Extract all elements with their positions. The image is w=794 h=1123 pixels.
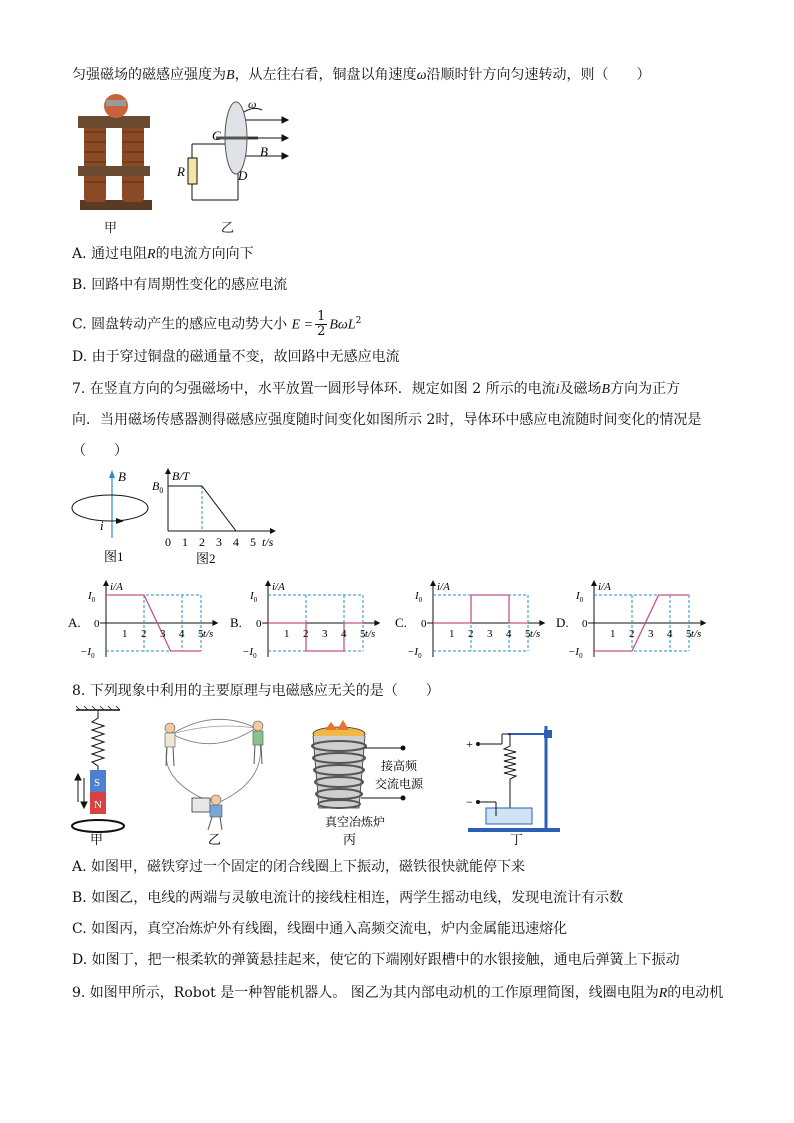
tick-label: 4 [506, 628, 512, 640]
tick-label: 4 [667, 628, 673, 640]
y-axis-head [430, 580, 436, 586]
caption: 图2 [196, 551, 216, 566]
q7-stem-var-b: B [601, 382, 611, 397]
student-left [165, 723, 175, 766]
zero-label: 0 [256, 618, 262, 630]
option-letter: A. [68, 615, 81, 630]
q7-figure-2 [152, 466, 282, 568]
q6-option-a-text-2: 的电流方向向下 [155, 246, 254, 262]
plus-label: + [466, 737, 473, 751]
x-label: t/s [262, 535, 274, 549]
spring [92, 710, 104, 770]
q9-stem-var-r: R [658, 986, 668, 1001]
q6-stem-text: 匀强磁场的磁感应强度为 [72, 67, 226, 83]
i-label: i [100, 518, 104, 533]
x-label: t/s [202, 628, 214, 640]
q6-option-a-text: A. 通过电阻 [72, 246, 148, 262]
q6-stem-var-b: B [226, 68, 235, 83]
q7-option-graph-d[interactable] [556, 578, 716, 668]
zero-label: 0 [582, 618, 588, 630]
x-axis-head [212, 620, 218, 626]
power-label-2: 交流电源 [375, 777, 424, 791]
resistor-r [188, 158, 197, 184]
b0-letter: B [152, 479, 160, 493]
i0-label: $I_0$ [415, 590, 423, 604]
tick-label: 1 [122, 628, 128, 640]
tick-label: 1 [449, 628, 455, 640]
caption-bing: 丙 [343, 832, 357, 847]
student-right [253, 721, 263, 764]
d-label: D [238, 168, 248, 183]
caption-jia: 甲 [90, 832, 104, 847]
tick-label: 5 [250, 535, 256, 549]
soft-spring [504, 734, 516, 810]
q7-option-graph-b[interactable] [230, 578, 390, 668]
tick-label: 4 [341, 628, 347, 640]
ring [72, 495, 148, 521]
q6-figure-yi [172, 96, 292, 216]
q9-stem-text-2: 的电动机 [667, 985, 724, 1001]
q8-figure-yi [150, 706, 280, 847]
x-axis-head [700, 620, 706, 626]
b0-sub: 0 [159, 486, 164, 495]
x-label: t/s [364, 628, 376, 640]
tick-label: 0 [165, 535, 171, 549]
wire-arc-2 [172, 728, 256, 744]
q8-stem: 8. 下列现象中利用的主要原理与电磁感应无关的是（ ） [72, 683, 440, 699]
q8-figure-bing [305, 718, 440, 847]
option-letter: C. [395, 615, 407, 630]
tick-label: 1 [610, 628, 616, 640]
tick-label: 4 [233, 535, 239, 549]
b-label: B [118, 469, 126, 484]
q9-stem [72, 984, 723, 1003]
q6-stem-text-2: ，从左往右看，铜盘以角速度 [234, 67, 417, 83]
i0-label: $I_0$ [250, 590, 258, 604]
q7-stem-text: 7. 在竖直方向的匀强磁场中，水平放置一圆形导体环．规定如图 2 所示的电流 [72, 381, 556, 397]
q6-stem-text-3: 沿顺时针方向匀速转动，则（ ） [426, 67, 651, 83]
x-axis-head [374, 620, 380, 626]
tick-label: 5 [525, 628, 531, 640]
tick-label: 1 [182, 535, 188, 549]
option-letter: D. [556, 615, 569, 630]
b-arrow-head [109, 470, 115, 478]
q6-option-a-var: R [147, 247, 156, 262]
neg-i0-label: $-I_0$ [242, 646, 257, 660]
q6-option-a[interactable] [72, 245, 254, 264]
neg-i0-label: $-I_0$ [568, 646, 583, 660]
q7-option-graph-a[interactable] [68, 578, 228, 668]
i0-label: $I_0$ [88, 590, 96, 604]
y-axis-head [591, 580, 597, 586]
q7-stem-line3: （ ） [72, 443, 128, 459]
q6-option-b[interactable]: B. 回路中有周期性变化的感应电流 [72, 277, 288, 293]
n-label: N [94, 799, 102, 811]
terminal-top [401, 746, 406, 751]
y-axis-head [265, 580, 271, 586]
clamp [544, 730, 552, 738]
q7-figure-1 [70, 468, 155, 568]
caption-ding: 丁 [510, 832, 524, 847]
q7-stem-text-2: 及磁场 [559, 381, 602, 397]
tick-label: 2 [141, 628, 147, 640]
q8-option-c[interactable]: C. 如图丙，真空冶炼炉外有线圈，线圈中通入高频交流电，炉内金属能迅速熔化 [72, 921, 568, 937]
i-t-curve [433, 595, 528, 623]
furnace-label: 真空冶炼炉 [325, 815, 386, 829]
tick-label: 3 [487, 628, 493, 640]
y-axis-head [103, 580, 109, 586]
tick-label: 5 [198, 628, 204, 640]
tick-label: 2 [468, 628, 474, 640]
tick-label: 4 [179, 628, 185, 640]
q6-caption-jia: 甲 [104, 221, 118, 236]
b0-label [152, 479, 163, 495]
axle [106, 100, 126, 106]
neg-i0-label: $-I_0$ [407, 646, 422, 660]
c-label: C [212, 128, 221, 143]
y-label: B/T [172, 469, 190, 483]
q6-option-c[interactable] [72, 306, 361, 341]
neg-i0-label: $-I_0$ [80, 646, 95, 660]
y-axis-head [165, 468, 171, 474]
tick-label: 5 [360, 628, 366, 640]
caption: 图1 [104, 549, 124, 564]
tick-labels [165, 535, 256, 549]
y-label: i/A [110, 581, 123, 593]
tick-label: 2 [199, 535, 205, 549]
closed-coil [72, 820, 124, 832]
q6-option-c-exp: 2 [355, 316, 362, 326]
middle-yoke [78, 166, 150, 176]
q8-option-a[interactable]: A. 如图甲，磁铁穿过一个固定的闭合线圈上下振动，磁铁很快就能停下来 [72, 859, 526, 875]
power-label-1: 接高频 [381, 759, 418, 773]
x-axis-head [270, 528, 276, 534]
q6-caption-yi: 乙 [221, 221, 235, 236]
terminal-bottom [401, 796, 406, 801]
q6-figure-jia [72, 92, 162, 232]
q7-stem-line1 [72, 380, 680, 399]
galvanometer [192, 798, 210, 812]
i-t-curve [268, 623, 363, 651]
tick-label: 3 [322, 628, 328, 640]
q6-option-c-fraction [315, 310, 327, 339]
tick-label: 2 [303, 628, 309, 640]
i0-label: $I_0$ [576, 590, 584, 604]
caption-yi: 乙 [208, 832, 222, 847]
q6-option-c-lhs: E = [291, 317, 314, 333]
zero-label: 0 [421, 618, 427, 630]
frac-den: 2 [317, 324, 326, 340]
y-label: i/A [598, 581, 611, 593]
q6-option-c-rhs: BωL [329, 317, 356, 333]
q7-stem-text-3: 方向为正方 [610, 381, 681, 397]
q7-stem-line2: 向．当用磁场传感器测得磁感应强度随时间变化如图所示 2时，导体环中感应电流随时间变化的情况是 [72, 412, 702, 428]
tick-label: 3 [648, 628, 654, 640]
tick-label: 3 [160, 628, 166, 640]
q9-stem-text: 9. 如图甲所示，Robot 是一种智能机器人。 图乙为其内部电动机的工作原理简图，线圈电阻为 [72, 985, 659, 1001]
y-label: i/A [437, 581, 450, 593]
zero-label: 0 [94, 618, 100, 630]
x-label: t/s [690, 628, 702, 640]
omega-label: ω [248, 97, 257, 111]
student-with-galvanometer [192, 795, 222, 830]
tick-label: 1 [284, 628, 290, 640]
current-arrow-head [116, 518, 124, 524]
s-label: S [94, 777, 101, 789]
option-letter: B. [230, 615, 242, 630]
vibration-arrows [75, 774, 87, 808]
q6-option-d[interactable]: D. 由于穿过铜盘的磁通量不变，故回路中无感应电流 [72, 349, 400, 365]
r-label: R [177, 164, 185, 179]
q8-figure-jia [68, 706, 130, 847]
tick-label: 2 [629, 628, 635, 640]
frac-num: 1 [317, 309, 326, 325]
minus-label: − [466, 795, 473, 809]
q7-stem-var-i: i [555, 382, 560, 397]
q8-figure-ding [462, 716, 572, 847]
q6-stem-var-omega: ω [416, 68, 427, 83]
y-label: i/A [272, 581, 285, 593]
mercury-trough [486, 808, 532, 824]
q6-option-c-text: C. 圆盘转动产生的感应电动势大小 [72, 316, 288, 333]
b-label: B [260, 144, 268, 159]
terminal-minus [476, 800, 480, 804]
terminal-plus [476, 742, 480, 746]
tick-label: 5 [686, 628, 692, 640]
tick-label: 3 [216, 535, 222, 549]
x-label: t/s [529, 628, 541, 640]
q8-option-d[interactable]: D. 如图丁，把一根柔软的弹簧悬挂起来，使它的下端刚好跟槽中的水银接触，通电后弹簧上下振动 [72, 952, 680, 968]
q7-option-graph-c[interactable] [395, 578, 555, 668]
q8-option-b[interactable]: B. 如图乙，电线的两端与灵敏电流计的接线柱相连，两学生摇动电线，发现电流计有示数 [72, 890, 624, 906]
q6-stem [72, 66, 650, 85]
x-axis-head [539, 620, 545, 626]
